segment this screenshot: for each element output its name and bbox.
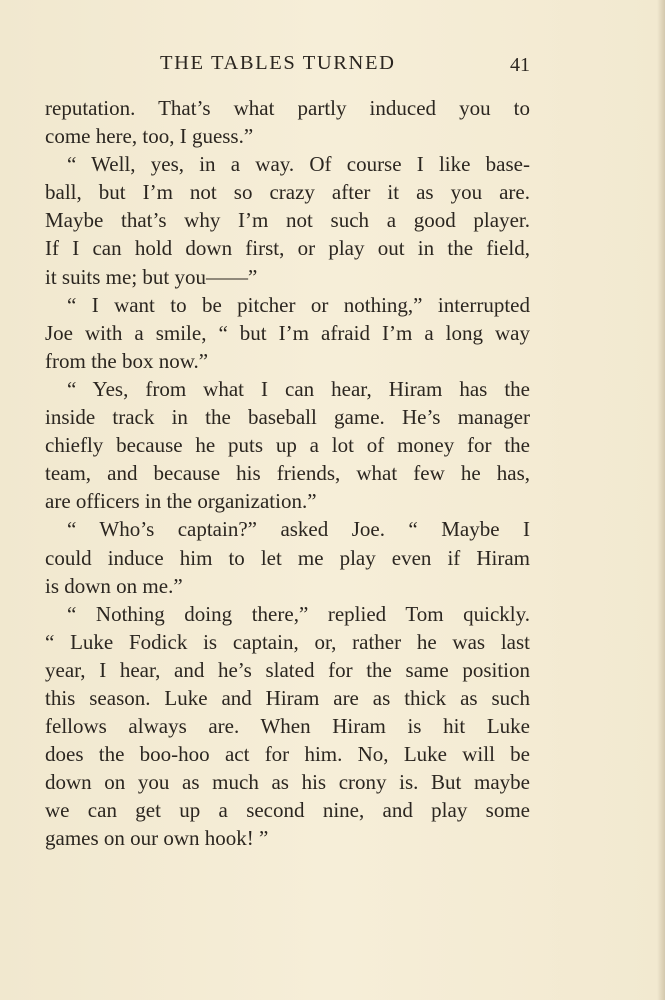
text-line: “ Luke Fodick is captain, or, rather he was last (45, 629, 530, 654)
text-line: could induce him to let me play even if Hiram (45, 545, 530, 570)
page-header (45, 50, 530, 80)
text-line: team, and because his friends, what few he has, (45, 461, 530, 486)
body-text (45, 94, 530, 853)
text-line: games on our own hook! ” (45, 826, 269, 851)
text-line: “ Well, yes, in a way. Of course I like base- (67, 152, 530, 177)
running-title: THE TABLES TURNED (160, 52, 396, 74)
text-line: this season. Luke and Hiram are as thick as such (45, 685, 530, 710)
text-line: Maybe that’s why I’m not such a good player. (45, 208, 530, 233)
text-line: “ Who’s captain?” asked Joe. “ Maybe I (67, 517, 530, 542)
text-line: it suits me; but you——” (45, 264, 258, 289)
text-line: reputation. That’s what partly induced you to (45, 96, 530, 120)
text-line: are officers in the organization.” (45, 489, 317, 514)
text-line: “ Yes, from what I can hear, Hiram has the (67, 376, 530, 401)
text-line: “ I want to be pitcher or nothing,” interrupted (67, 292, 530, 317)
text-line: year, I hear, and he’s slated for the same position (45, 657, 530, 682)
text-line: we can get up a second nine, and play some (45, 798, 530, 823)
text-line: down on you as much as his crony is. But maybe (45, 770, 530, 795)
text-line: is down on me.” (45, 573, 183, 598)
text-line: Joe with a smile, “ but I’m afraid I’m a long way (45, 320, 530, 345)
text-line: from the box now.” (45, 348, 209, 373)
page-edge-shadow (657, 0, 665, 1000)
text-line: fellows always are. When Hiram is hit Luke (45, 714, 530, 739)
text-line: “ Nothing doing there,” replied Tom quickly. (67, 601, 530, 626)
text-line: If I can hold down first, or play out in the field, (45, 236, 530, 261)
page-number: 41 (510, 54, 530, 76)
text-line: inside track in the baseball game. He’s manager (45, 405, 530, 430)
text-line: come here, too, I guess.” (45, 124, 254, 149)
text-line: does the boo-hoo act for him. No, Luke will be (45, 742, 530, 767)
text-line: chiefly because he puts up a lot of money for the (45, 433, 530, 458)
text-line: ball, but I’m not so crazy after it as you are. (45, 180, 530, 205)
